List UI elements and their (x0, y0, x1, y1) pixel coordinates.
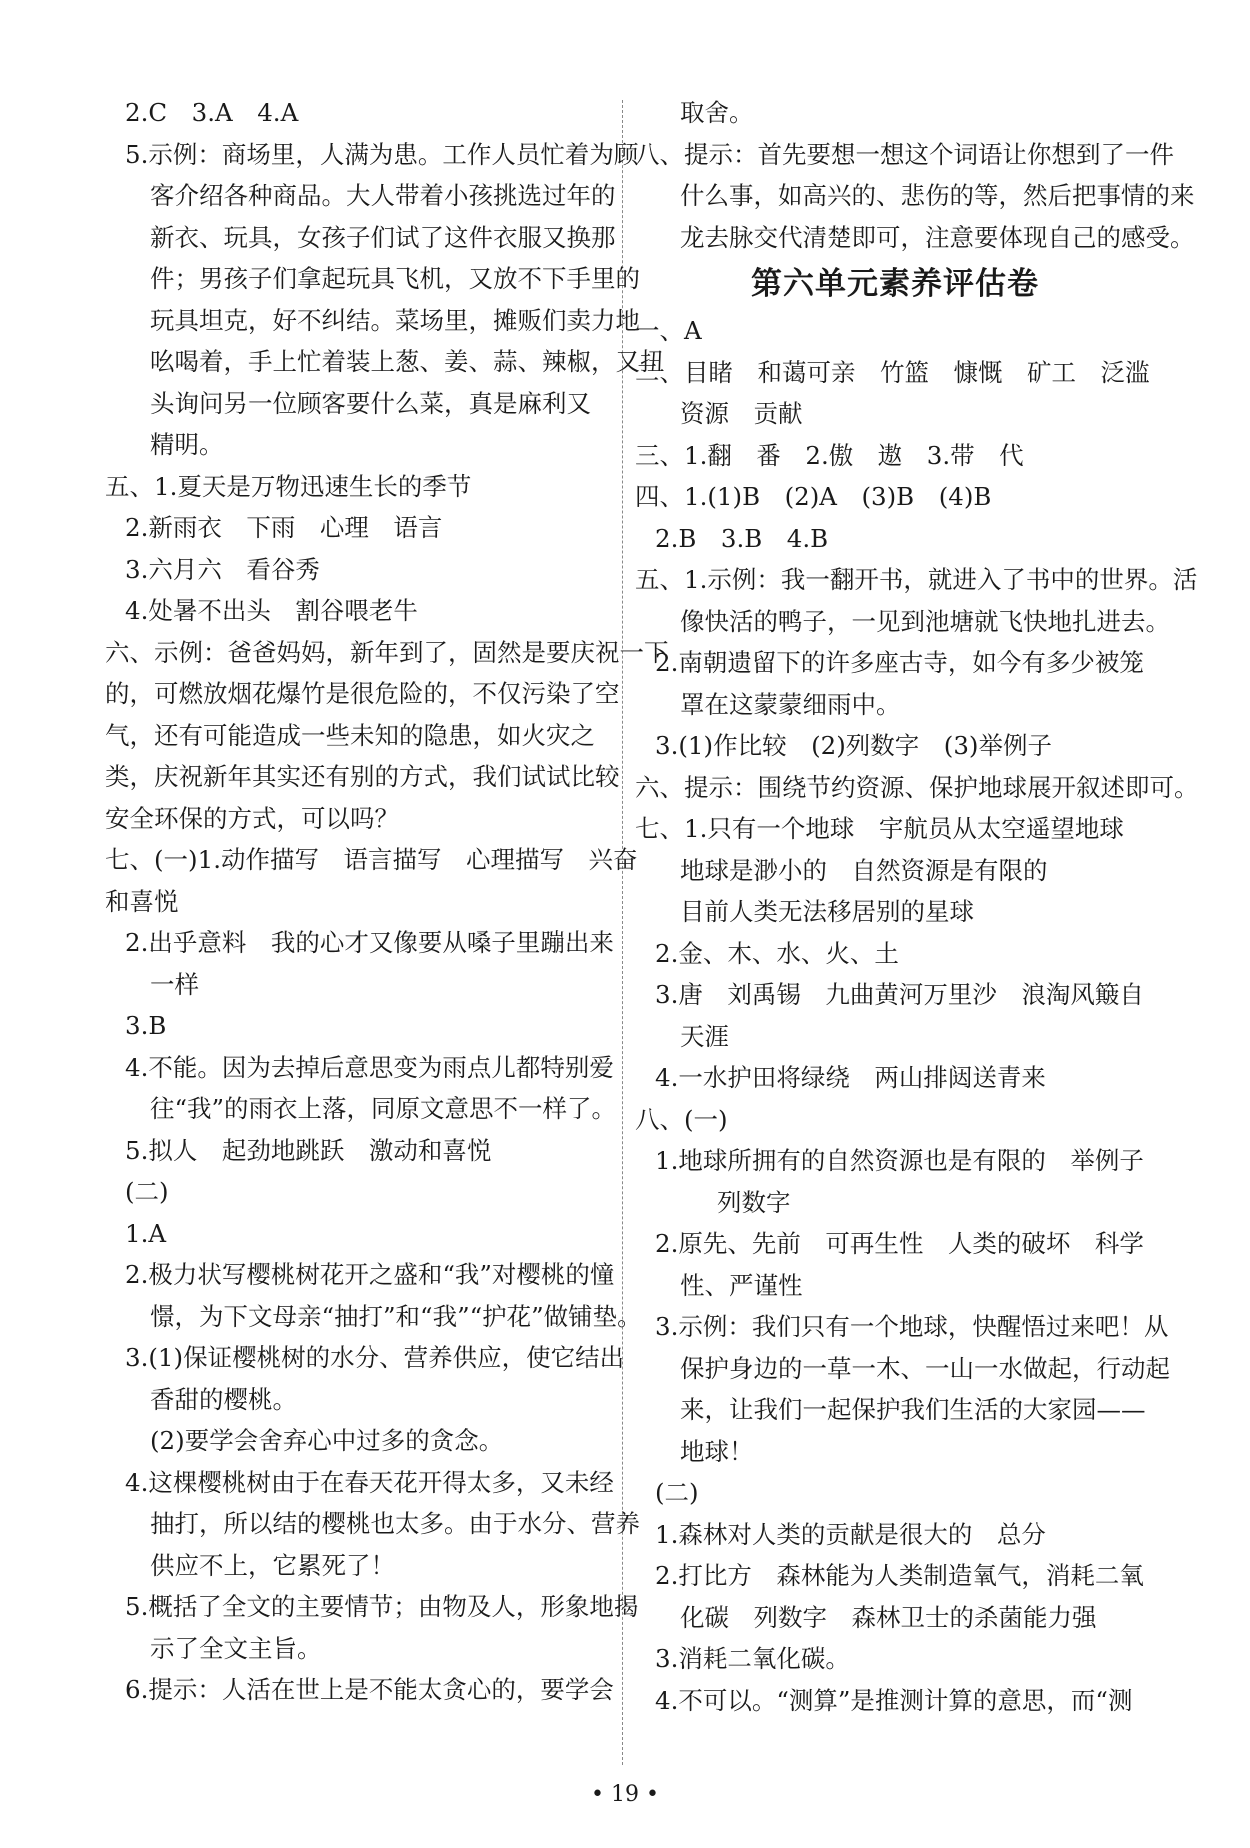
answer-line: 目前人类无法移居别的星球 (680, 897, 974, 926)
answer-line: 四、1.(1)B (2)A (3)B (4)B (635, 482, 992, 511)
answer-line: 3.消耗二氧化碳。 (655, 1644, 850, 1673)
answer-line: 2.极力状写樱桃树花开之盛和“我”对樱桃的憧 (125, 1260, 615, 1289)
answer-line: 三、1.翻 番 2.傲 遨 3.带 代 (635, 440, 1024, 470)
answer-line: 往“我”的雨衣上落，同原文意思不一样了。 (150, 1094, 617, 1123)
answer-line: 五、1.示例：我一翻开书，就进入了书中的世界。活 (635, 565, 1198, 594)
answer-line: 龙去脉交代清楚即可，注意要体现自己的感受。 (680, 222, 1195, 252)
answer-line: 保护身边的一草一木、一山一水做起，行动起 (680, 1353, 1170, 1383)
answer-line: 4.一水护田将绿绕 两山排闼送青来 (655, 1063, 1046, 1092)
answer-line: 列数字 (717, 1187, 791, 1217)
answer-line: 的，可燃放烟花爆竹是很危险的，不仅污染了空 (105, 679, 620, 708)
answer-line: 一样 (150, 969, 199, 999)
answer-line: 4.处暑不出头 割谷喂老牛 (125, 596, 418, 625)
answer-line: 七、(一)1.动作描写 语言描写 心理描写 兴奋 (105, 845, 638, 874)
answer-line: (2)要学会舍弃心中过多的贪念。 (150, 1426, 504, 1455)
answer-line: 2.打比方 森林能为人类制造氧气，消耗二氧 (655, 1561, 1144, 1590)
answer-line: 六、示例：爸爸妈妈，新年到了，固然是要庆祝一下 (105, 637, 669, 667)
answer-line: 化碳 列数字 森林卫士的杀菌能力强 (680, 1602, 1097, 1632)
answer-line: 新衣、玩具，女孩子们试了这件衣服又换那 (150, 222, 616, 252)
answer-line: (二) (125, 1177, 169, 1206)
answer-line: 玩具坦克，好不纠结。菜场里，摊贩们卖力地 (150, 305, 640, 335)
right-column (635, 92, 1199, 1721)
answer-line: 3.(1)作比较 (2)列数字 (3)举例子 (655, 731, 1052, 760)
answer-line: (二) (655, 1478, 699, 1507)
answer-line: 2.原先、先前 可再生性 人类的破坏 科学 (655, 1229, 1144, 1258)
answer-line: 2.新雨衣 下雨 心理 语言 (125, 513, 443, 542)
answer-line: 资源 贡献 (680, 399, 803, 428)
answer-line: 3.唐 刘禹锡 九曲黄河万里沙 浪淘风簸自 (655, 980, 1144, 1009)
answer-line: 什么事，如高兴的、悲伤的等，然后把事情的来 (680, 181, 1195, 210)
answer-line: 性、严谨性 (680, 1270, 803, 1300)
right-column-top (635, 92, 1195, 258)
answer-line: 5.概括了全文的主要情节；由物及人，形象地揭 (125, 1592, 639, 1621)
answer-line: 5.拟人 起劲地跳跃 激动和喜悦 (125, 1135, 492, 1165)
answer-line: 件；男孩子们拿起玩具飞机，又放不下手里的 (150, 264, 640, 293)
answer-line: 1.地球所拥有的自然资源也是有限的 举例子 (655, 1146, 1144, 1175)
answer-line: 供应不上，它累死了！ (150, 1550, 395, 1580)
answer-line: 香甜的樱桃。 (150, 1384, 297, 1414)
answer-line: 3.B (125, 1011, 167, 1040)
page-number: • 19 • (591, 1782, 659, 1807)
answer-line: 吆喝着，手上忙着装上葱、姜、蒜、辣椒，又扭 (150, 347, 665, 376)
answer-line: 八、提示：首先要想一想这个词语让你想到了一件 (635, 139, 1174, 169)
answer-line: 像快活的鸭子，一见到池塘就飞快地扎进去。 (680, 606, 1170, 636)
section-title: 第六单元素养评估卷 (751, 266, 1039, 302)
answer-line: 3.(1)保证樱桃树的水分、营养供应，使它结出 (125, 1343, 625, 1372)
answer-line: 4.这棵樱桃树由于在春天花开得太多，又未经 (125, 1467, 614, 1497)
answer-line: 七、1.只有一个地球 宇航员从太空遥望地球 (635, 814, 1124, 843)
answer-line: 六、提示：围绕节约资源、保护地球展开叙述即可。 (635, 772, 1199, 802)
answer-line: 4.不能。因为去掉后意思变为雨点儿都特别爱 (125, 1052, 614, 1082)
answer-line: 二、目睹 和蔼可亲 竹篮 慷慨 矿工 泛滥 (635, 357, 1150, 387)
answer-line: 八、(一) (635, 1104, 728, 1134)
answer-line: 精明。 (150, 430, 224, 459)
answer-line: 罩在这蒙蒙细雨中。 (680, 689, 901, 719)
answer-line: 憬，为下文母亲“抽打”和“我”“护花”做铺垫。 (150, 1301, 642, 1331)
answer-line: 来，让我们一起保护我们生活的大家园—— (680, 1395, 1146, 1424)
answer-line: 1.森林对人类的贡献是很大的 总分 (655, 1519, 1046, 1549)
answer-line: 气，还有可能造成一些未知的隐患，如火灾之 (105, 720, 595, 750)
answer-line: 4.不可以。“测算”是推测计算的意思，而“测 (655, 1685, 1133, 1715)
answer-line: 2.B 3.B 4.B (655, 523, 829, 553)
answer-line: 地球！ (680, 1436, 754, 1466)
answer-line: 3.六月六 看谷秀 (125, 554, 320, 584)
answer-line: 示了全文主旨。 (150, 1633, 322, 1663)
answer-line: 抽打，所以结的樱桃也太多。由于水分、营养 (150, 1509, 640, 1538)
answer-line: 客介绍各种商品。大人带着小孩挑选过年的 (150, 181, 616, 210)
right-column-bottom (635, 310, 1199, 1721)
answer-line: 头询问另一位顾客要什么菜，真是麻利又 (150, 388, 591, 418)
answer-line: 地球是渺小的 自然资源是有限的 (680, 855, 1048, 885)
answer-line: 1.A (125, 1218, 167, 1248)
answer-line: 五、1.夏天是万物迅速生长的季节 (105, 471, 472, 501)
answer-line: 6.提示：人活在世上是不能太贪心的，要学会 (125, 1675, 614, 1704)
answer-line: 安全环保的方式，可以吗？ (105, 803, 399, 833)
answer-line: 3.示例：我们只有一个地球，快醒悟过来吧！从 (655, 1312, 1169, 1341)
answer-line: 2.出乎意料 我的心才又像要从嗓子里蹦出来 (125, 928, 614, 957)
answer-line: 类，庆祝新年其实还有别的方式，我们试试比较 (105, 762, 620, 791)
answer-line: 2.C 3.A 4.A (125, 98, 299, 127)
answer-line: 取舍。 (680, 98, 754, 127)
answer-line: 5.示例：商场里，人满为患。工作人员忙着为顾 (125, 139, 639, 169)
answer-line: 和喜悦 (105, 886, 179, 916)
answer-line: 天涯 (680, 1021, 729, 1051)
answer-line: 2.金、木、水、火、土 (655, 938, 899, 968)
answer-line: 2.南朝遗留下的许多座古寺，如今有多少被笼 (655, 648, 1144, 677)
answer-line: 一、A (635, 316, 702, 345)
